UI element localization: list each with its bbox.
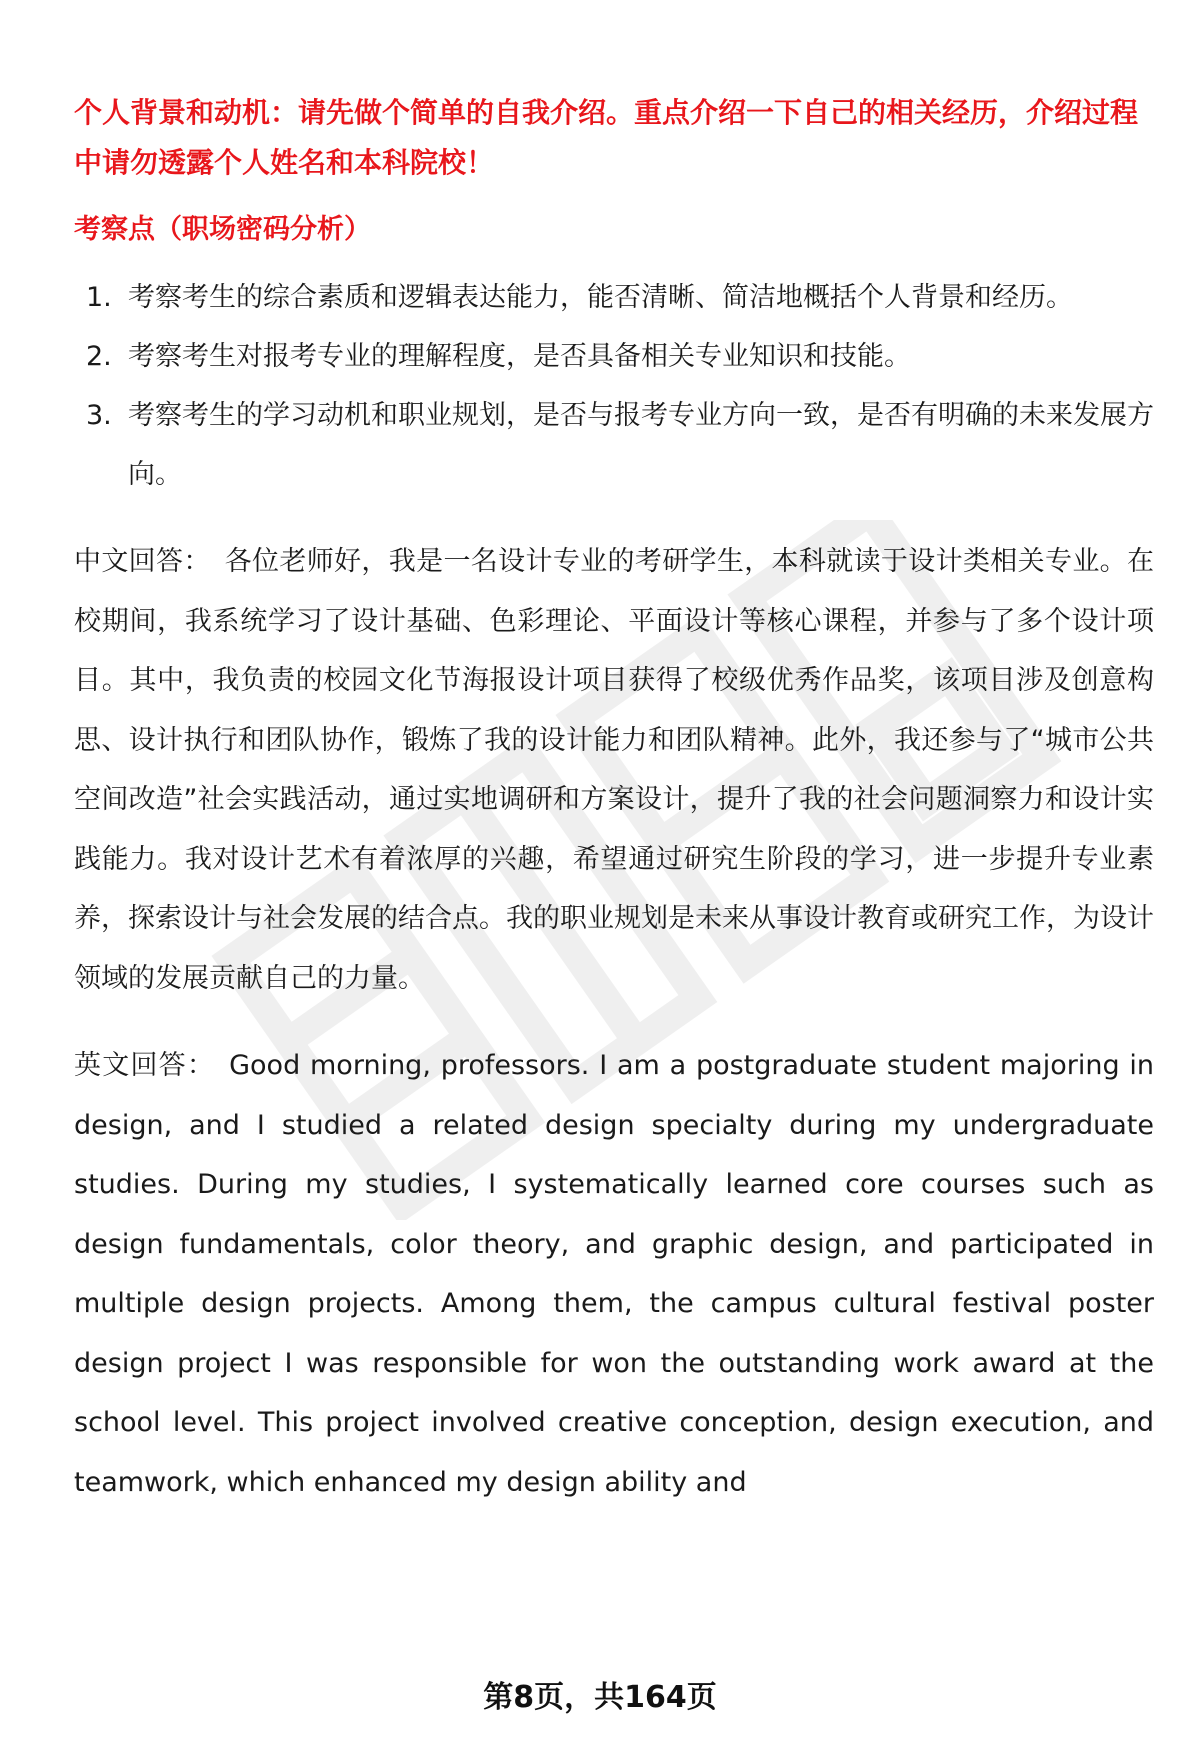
list-item xyxy=(74,386,1154,504)
english-answer-label: 英文回答： xyxy=(74,1050,216,1081)
list-item-text: 考察考生的学习动机和职业规划，是否与报考专业方向一致，是否有明确的未来发展方向。 xyxy=(128,400,1154,490)
list-item-number: 3. xyxy=(86,400,112,431)
list-item-text: 考察考生的综合素质和逻辑表达能力，能否清晰、简洁地概括个人背景和经历。 xyxy=(128,282,1073,313)
chinese-answer xyxy=(74,532,1154,1008)
main-content xyxy=(74,88,1154,1512)
chinese-answer-text: 各位老师好，我是一名设计专业的考研学生，本科就读于设计类相关专业。在校期间，我系统学习了设计基础、色彩理论、平面设计等核心课程，并参与了多个设计项目。其中，我负责的校园文化节海报设计项目获得了校级优秀作品奖，该项目涉及创意构思、设计执行和团队协作，锻炼了我的设计能力和团队精神。此外，我还参与了“城市公共空间改造”社会实践活动，通过实地调研和方案设计，提升了我的社会问题洞察力和设计实践能力。我对设计艺术有着浓厚的兴趣，希望通过研究生阶段的学习，进一步提升专业素养，探索设计与社会发展的结合点。我的职业规划是未来从事设计教育或研究工作，为设计领域的发展贡献自己的力量。 xyxy=(74,546,1155,994)
page-number: 第8页，共164页 xyxy=(483,1680,717,1715)
list-item xyxy=(74,268,1154,327)
list-item-number: 1. xyxy=(86,282,112,313)
list-item-number: 2. xyxy=(86,341,112,372)
assessment-heading: 考察点（职场密码分析） xyxy=(74,214,371,245)
english-answer xyxy=(74,1036,1154,1512)
list-item-text: 考察考生对报考专业的理解程度，是否具备相关专业知识和技能。 xyxy=(128,341,911,372)
english-answer-text: Good morning, professors. I am a postgraduate student majoring in design, and I studied a related design specialty during my undergraduate studies. During my studies, I systematically learned core courses such as design fundamentals, color theory, and graphic design, and participated in multiple design projects. Among them, the campus cultural festival poster design project I was responsible for won the outstanding work award at the school level. This project involved creative conception, design execution, and teamwork, which enhanced my design ability and xyxy=(74,1050,1155,1498)
list-item xyxy=(74,327,1154,386)
assessment-list xyxy=(74,268,1154,504)
chinese-answer-label: 中文回答： xyxy=(74,546,211,577)
question-title: 个人背景和动机：请先做个简单的自我介绍。重点介绍一下自己的相关经历，介绍过程中请勿透露个人姓名和本科院校！ xyxy=(74,96,1139,179)
